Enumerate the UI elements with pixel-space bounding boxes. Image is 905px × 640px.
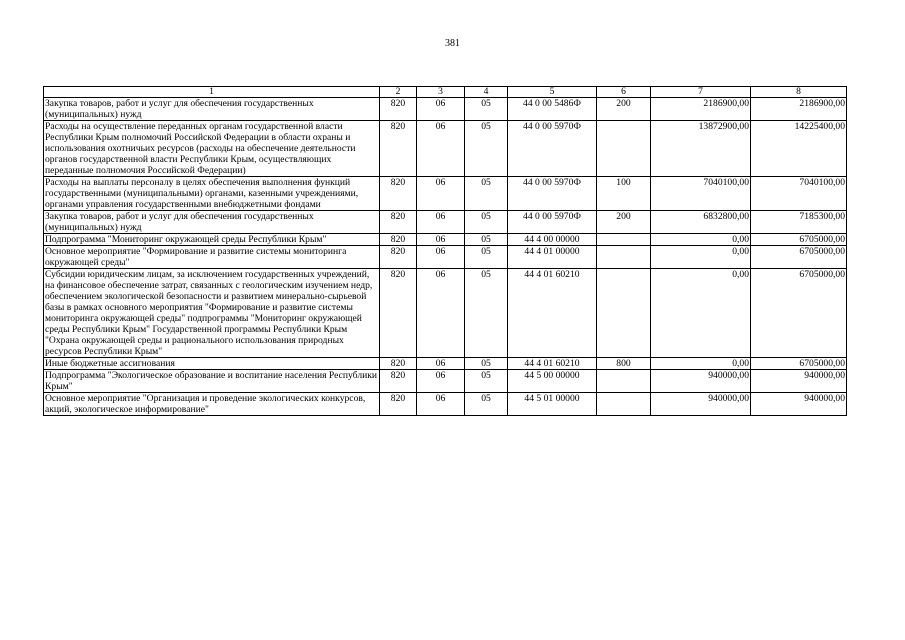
row-target-article: 44 5 01 00000 (508, 393, 597, 416)
header-col-2: 2 (380, 87, 417, 98)
row-section: 06 (417, 211, 465, 234)
table-row (44, 269, 847, 358)
row-expense-type: 100 (597, 177, 651, 211)
row-expense-type (597, 370, 651, 393)
row-section: 06 (417, 393, 465, 416)
row-ministry-code: 820 (380, 358, 417, 370)
row-ministry-code: 820 (380, 98, 417, 121)
row-subsection: 05 (465, 234, 508, 246)
row-subsection: 05 (465, 211, 508, 234)
header-col-6: 6 (597, 87, 651, 98)
row-amount-col7: 0,00 (651, 246, 751, 269)
row-target-article: 44 0 00 5970Ф (508, 121, 597, 177)
row-subsection: 05 (465, 121, 508, 177)
row-amount-col7: 2186900,00 (651, 98, 751, 121)
row-target-article: 44 0 00 5970Ф (508, 211, 597, 234)
row-section: 06 (417, 98, 465, 121)
row-expense-type (597, 121, 651, 177)
row-section: 06 (417, 234, 465, 246)
row-target-article: 44 5 00 00000 (508, 370, 597, 393)
budget-table (43, 86, 847, 416)
table-row (44, 121, 847, 177)
row-section: 06 (417, 269, 465, 358)
row-amount-col7: 0,00 (651, 358, 751, 370)
row-expense-type (597, 246, 651, 269)
row-target-article: 44 4 01 60210 (508, 358, 597, 370)
row-ministry-code: 820 (380, 121, 417, 177)
row-name: Субсидии юридическим лицам, за исключением государственных учреждений, на финансовое обеспечение затрат, связанных с геологическим изучением недр, обеспечением экологической безопасности и развитием минерально-сырьевой базы в рамках основного мероприятия "Формирование и развитие системы мониторинга окружающей среды" подпрограммы "Мониторинг окружающей среды Республики Крым" Государственной программы Республики Крым "Охрана окружающей среды и рационального использования природных ресурсов Республики Крым" (44, 269, 380, 358)
row-name: Основное мероприятие "Формирование и развитие системы мониторинга окружающей среды" (44, 246, 380, 269)
table-header (44, 87, 847, 98)
row-amount-col7: 0,00 (651, 234, 751, 246)
table-row (44, 234, 847, 246)
row-name: Подпрограмма "Мониторинг окружающей среды Республики Крым" (44, 234, 380, 246)
header-col-7: 7 (651, 87, 751, 98)
row-section: 06 (417, 246, 465, 269)
row-expense-type: 200 (597, 98, 651, 121)
row-expense-type: 200 (597, 211, 651, 234)
row-subsection: 05 (465, 370, 508, 393)
row-target-article: 44 4 01 60210 (508, 269, 597, 358)
row-amount-col7: 13872900,00 (651, 121, 751, 177)
row-amount-col8: 6705000,00 (751, 358, 847, 370)
table-row (44, 211, 847, 234)
row-ministry-code: 820 (380, 177, 417, 211)
row-subsection: 05 (465, 358, 508, 370)
row-amount-col8: 7185300,00 (751, 211, 847, 234)
header-col-3: 3 (417, 87, 465, 98)
row-section: 06 (417, 177, 465, 211)
row-name: Основное мероприятие "Организация и проведение экологических конкурсов, акций, экологическое информирование" (44, 393, 380, 416)
table-row (44, 370, 847, 393)
row-amount-col8: 6705000,00 (751, 246, 847, 269)
header-col-8: 8 (751, 87, 847, 98)
row-amount-col7: 6832800,00 (651, 211, 751, 234)
header-col-1: 1 (44, 87, 380, 98)
row-ministry-code: 820 (380, 234, 417, 246)
row-ministry-code: 820 (380, 393, 417, 416)
row-amount-col8: 2186900,00 (751, 98, 847, 121)
row-ministry-code: 820 (380, 246, 417, 269)
row-amount-col7: 940000,00 (651, 393, 751, 416)
row-subsection: 05 (465, 177, 508, 211)
table-row (44, 246, 847, 269)
row-expense-type: 800 (597, 358, 651, 370)
row-amount-col8: 940000,00 (751, 393, 847, 416)
row-ministry-code: 820 (380, 269, 417, 358)
header-col-4: 4 (465, 87, 508, 98)
row-expense-type (597, 393, 651, 416)
row-amount-col8: 6705000,00 (751, 234, 847, 246)
row-name: Закупка товаров, работ и услуг для обеспечения государственных (муниципальных) нужд (44, 211, 380, 234)
row-amount-col8: 7040100,00 (751, 177, 847, 211)
row-name: Иные бюджетные ассигнования (44, 358, 380, 370)
row-target-article: 44 4 01 00000 (508, 246, 597, 269)
row-amount-col8: 6705000,00 (751, 269, 847, 358)
row-target-article: 44 0 00 5970Ф (508, 177, 597, 211)
row-amount-col7: 7040100,00 (651, 177, 751, 211)
page-number: 381 (445, 38, 460, 49)
row-ministry-code: 820 (380, 370, 417, 393)
table-row (44, 358, 847, 370)
row-subsection: 05 (465, 393, 508, 416)
row-target-article: 44 4 00 00000 (508, 234, 597, 246)
header-col-5: 5 (508, 87, 597, 98)
row-amount-col7: 940000,00 (651, 370, 751, 393)
row-name: Расходы на выплаты персоналу в целях обеспечения выполнения функций государственными (муниципальными) органами, казенными учреждениями, органами управления государственными внебюджетными фондами (44, 177, 380, 211)
row-subsection: 05 (465, 98, 508, 121)
row-section: 06 (417, 370, 465, 393)
row-subsection: 05 (465, 246, 508, 269)
table-row (44, 177, 847, 211)
row-name: Закупка товаров, работ и услуг для обеспечения государственных (муниципальных) нужд (44, 98, 380, 121)
row-ministry-code: 820 (380, 211, 417, 234)
table-body (44, 98, 847, 416)
row-expense-type (597, 234, 651, 246)
row-section: 06 (417, 358, 465, 370)
row-target-article: 44 0 00 5486Ф (508, 98, 597, 121)
row-name: Подпрограмма "Экологическое образование и воспитание населения Республики Крым" (44, 370, 380, 393)
table-row (44, 98, 847, 121)
row-amount-col7: 0,00 (651, 269, 751, 358)
row-name: Расходы на осуществление переданных органам государственной власти Республики Крым полномочий Российской Федерации в области охраны и использования охотничьих ресурсов (расходы на обеспечение деятельности органов государственной власти Республики Крым, осуществляющих переданные полномочия Российской Федерации) (44, 121, 380, 177)
row-subsection: 05 (465, 269, 508, 358)
row-amount-col8: 940000,00 (751, 370, 847, 393)
row-amount-col8: 14225400,00 (751, 121, 847, 177)
row-section: 06 (417, 121, 465, 177)
row-expense-type (597, 269, 651, 358)
header-row (44, 87, 847, 98)
table-row (44, 393, 847, 416)
